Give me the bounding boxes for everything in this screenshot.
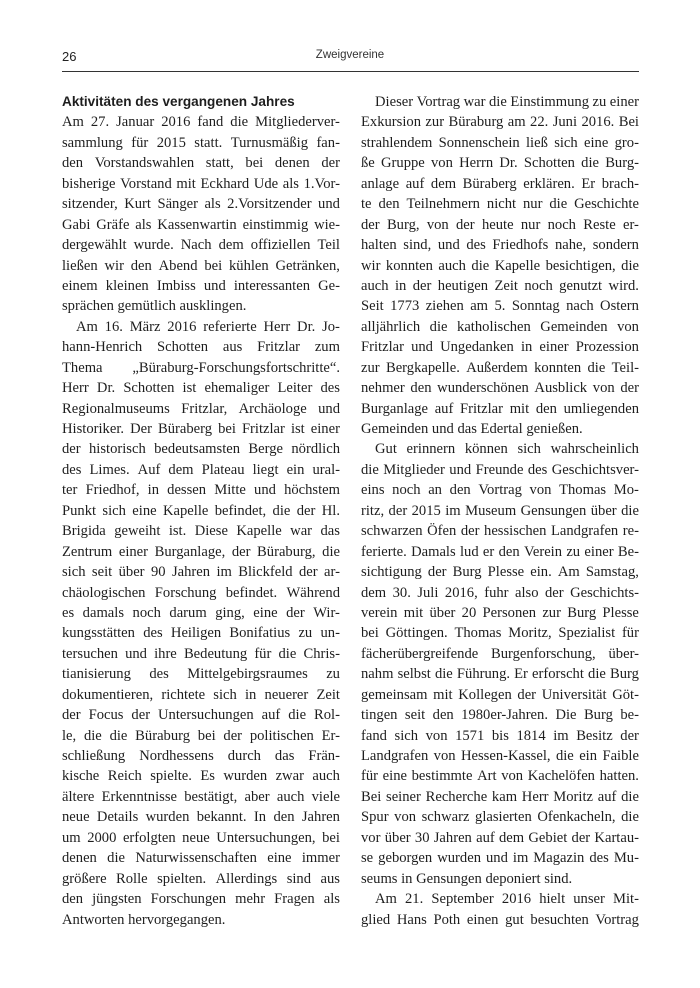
text-line: chäologischen Forschung befindet. Während: [62, 584, 340, 601]
right-column: [361, 92, 639, 930]
text-line: eins noch an den Vortrag von Thomas Mo-: [361, 482, 639, 499]
text-line: Gut erinnern können sich wahrscheinlich: [375, 441, 639, 458]
text-line: tingen seit den 1980er-Jahren. Die Burg be-: [361, 707, 639, 724]
text-line: alljährlich die katholischen Gemeinden von: [361, 318, 639, 335]
left-column: [62, 92, 340, 930]
text-line: Regionalmuseums Fritzlar, Archäologe und: [62, 400, 340, 417]
paragraph: [361, 439, 639, 889]
text-line: bisherige Vorstand mit Eckhard Ude als 1.Vor-: [62, 175, 340, 192]
text-line: tianisierung des Mittelgebirgsraumes zu: [62, 666, 340, 683]
text-line: ließen wir den Abend bei kühlen Getränken,: [62, 257, 340, 274]
text-line: sammlung für 2015 statt. Turnusmäßig fan-: [62, 134, 340, 151]
text-line: ältere Erkenntnisse bestätigt, aber auch viele: [62, 788, 340, 805]
text-line: Gemeinden und das Edertal genießen.: [361, 421, 583, 437]
text-line: Dieser Vortrag war die Einstimmung zu einer: [375, 94, 639, 110]
page-number: 26: [62, 49, 77, 64]
text-line: Brigida geweiht ist. Diese Kapelle war das: [62, 523, 340, 540]
text-line: Fritzlar und Ungedanken in einer Prozession: [361, 339, 639, 356]
right-paragraphs: [361, 92, 639, 930]
text-line: Gabi Gräfe als Kassenwartin einstimmig wie-: [62, 216, 340, 233]
text-line: auch in der heutigen Zeit noch genutzt wird.: [361, 277, 639, 294]
text-line: se geborgen wurden und im Magazin des Mu-: [361, 850, 639, 867]
text-line: seums in Gensungen deponiert sind.: [361, 870, 573, 887]
text-line: hann-Henrich Schotten aus Fritzlar zum: [62, 339, 340, 356]
text-line: Am 27. Januar 2016 fand die Mitgliederver-: [62, 114, 340, 131]
text-line: glied Hans Poth einen gut besuchten Vortrag: [361, 911, 639, 928]
text-line: größere Rolle spielten. Allerdings sind aus: [62, 870, 340, 887]
text-line: fand sich von 1571 bis 1814 im Besitz der: [361, 727, 639, 744]
text-line: den Vorstandswahlen statt, bei denen der: [62, 155, 340, 172]
text-line: anlage auf dem Büraberg erklären. Er brach-: [361, 175, 639, 192]
text-line: Zentrum einer Burganlage, der Büraburg, die: [62, 543, 340, 560]
text-line: schwarzen Öfen der hessischen Landgrafen re-: [361, 523, 639, 540]
text-line: wir konnten auch die Kapelle besichtigen, die: [361, 257, 639, 274]
text-line: schließung Nordhessens durch das Frän-: [62, 748, 340, 765]
text-line: le, die die Büraburg bei der politischen Er-: [62, 727, 340, 744]
paragraph: [62, 317, 340, 930]
text-line: te den Teilnehmern nicht nur die Geschichte: [361, 196, 639, 213]
text-line: Am 16. März 2016 referierte Herr Dr. Jo-: [76, 318, 340, 335]
text-line: neue Details wurden bekannt. In den Jahren: [62, 809, 340, 826]
text-line: für eine bestimmte Art von Kachelöfen hatten.: [361, 768, 639, 785]
text-line: Burganlage auf Fritzlar mit den umliegenden: [361, 400, 639, 417]
text-line: der Focus der Untersuchungen auf die Rol-: [62, 707, 340, 724]
text-line: einem kleinen Imbiss und interessanten Ge-: [62, 277, 340, 294]
text-line: es damals noch darum ging, eine der Wir-: [62, 604, 340, 621]
text-line: Historiker. Der Büraberg bei Fritzlar ist einer: [62, 421, 340, 438]
text-line: Antworten hervorgegangen.: [62, 911, 226, 928]
text-line: nehmer den wunderschönen Ausblick von der: [361, 380, 639, 397]
paragraph: [361, 92, 639, 439]
text-line: sichtigung der Burg Plesse ein. Am Samstag,: [361, 564, 639, 581]
text-line: der Burg, von der heute nur noch Reste er-: [361, 216, 639, 233]
text-line: halten sind, und des Friedhofs nahe, sondern: [361, 237, 639, 254]
text-line: Landgrafen von Hessen-Kassel, die ein Faible: [361, 748, 639, 764]
text-line: Punkt sich eine Kapelle befindet, die der Hl.: [62, 502, 340, 519]
text-line: sich seit über 90 Jahren im Blickfeld der ar-: [62, 564, 340, 581]
text-line: um 2000 erfolgten neue Untersuchungen, bei: [62, 829, 340, 846]
text-line: des Limes. Auf dem Plateau liegt ein ural-: [62, 461, 340, 478]
text-line: Seit 1773 ziehen am 5. Sonntag nach Ostern: [361, 298, 639, 315]
text-line: Exkursion zur Büraburg am 22. Juni 2016. Bei: [361, 114, 639, 131]
text-line: den jüngsten Forschungen mehr Fragen als: [62, 891, 340, 908]
text-line: Am 21. September 2016 hielt unser Mit-: [375, 891, 639, 908]
text-line: zur Bergkapelle. Außerdem konnten die Teil-: [361, 359, 639, 376]
text-line: gemeinsam mit Kollegen der Universität Göt-: [361, 686, 639, 703]
text-line: dem 30. Juli 2016, fuhr also der Geschichts-: [361, 584, 639, 601]
text-line: kische Reich spielte. Es wurden zwar auch: [62, 768, 340, 785]
text-line: nahm selbst die Führung. Er erforscht die Burg: [361, 666, 639, 683]
text-line: Bei seiner Recherche kam Herr Moritz auf die: [361, 788, 639, 805]
text-line: ße Gruppe von Herrn Dr. Schotten die Burg-: [361, 155, 639, 172]
text-line: ferierte. Damals lud er den Verein zu einer Be-: [361, 543, 639, 560]
left-paragraphs: [62, 112, 340, 930]
text-line: sitzender, Kurt Sänger als 2.Vorsitzender und: [62, 196, 340, 213]
text-line: dergewählt wurde. Nach dem offiziellen Teil: [62, 237, 340, 254]
text-line: der historisch bedeutsamsten Berge nördlich: [62, 441, 340, 458]
text-line: strahlendem Sonnenschein ließ sich eine gro-: [361, 134, 639, 151]
text-line: vor über 30 Jahren auf dem Gebiet der Kartau-: [361, 829, 639, 846]
text-line: ter Friedhof, in dessen Mitte und höchstem: [62, 482, 340, 499]
paragraph: [62, 112, 340, 316]
text-line: die Mitglieder und Freunde des Geschichtsver-: [361, 461, 639, 478]
running-title: Zweigvereine: [315, 49, 385, 61]
text-line: bei Göttingen. Thomas Moritz, Spezialist für: [361, 625, 639, 642]
text-line: tersuchen und ihre Bedeutung für die Chris-: [62, 645, 340, 662]
section-heading: Aktivitäten des vergangenen Jahres: [62, 94, 295, 109]
text-line: Spur von schwarz glasierten Ofenkacheln, die: [361, 809, 639, 826]
text-line: fächerübergreifende Burgenforschung, über-: [361, 645, 639, 662]
text-line: dokumentieren, richtete sich in neuerer Zeit: [62, 686, 340, 703]
paragraph: [361, 889, 639, 930]
header-rule: [62, 71, 639, 72]
text-line: Thema „Büraburg-Forschungsfortschritte“.: [62, 359, 340, 376]
text-line: ritz, der 2015 im Museum Gensungen über die: [361, 502, 639, 519]
text-line: denen die Naturwissenschaften eine immer: [62, 850, 340, 867]
text-line: kungsstätten des Heiligen Bonifatius zu un-: [62, 625, 340, 642]
text-line: Herr Dr. Schotten ist ehemaliger Leiter des: [62, 380, 340, 397]
text-line: verein mit über 20 Personen zur Burg Plesse: [361, 604, 639, 621]
text-line: sprächen gemütlich ausklingen.: [62, 298, 247, 315]
